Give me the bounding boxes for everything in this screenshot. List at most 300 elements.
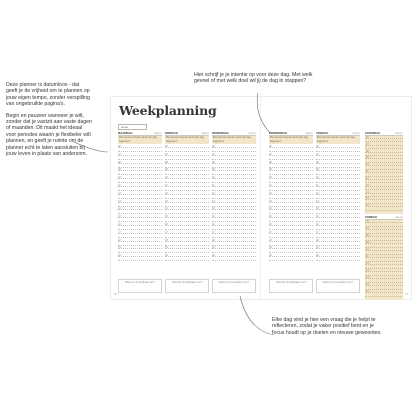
schedule-line[interactable] — [365, 264, 403, 265]
schedule-line[interactable] — [212, 229, 256, 230]
schedule-line[interactable] — [365, 196, 403, 197]
hour-label: 12 — [212, 191, 215, 195]
schedule-line[interactable] — [269, 152, 313, 156]
schedule-line[interactable] — [316, 198, 360, 199]
schedule-line[interactable] — [365, 142, 403, 146]
schedule-line[interactable] — [212, 159, 256, 160]
schedule-line[interactable] — [118, 191, 162, 195]
schedule-line[interactable] — [365, 176, 403, 180]
hour-label: 10 — [118, 176, 121, 180]
schedule-line[interactable] — [316, 245, 360, 246]
schedule-line[interactable] — [316, 256, 360, 257]
schedule-line[interactable] — [316, 190, 360, 191]
schedule-line[interactable] — [212, 213, 256, 214]
schedule-line[interactable] — [212, 147, 256, 148]
day-name: DONDERDAG — [269, 131, 288, 135]
schedule-line[interactable] — [316, 209, 360, 210]
hour-label: 17 — [118, 230, 121, 234]
arrow-bottom — [240, 296, 274, 335]
schedule-line[interactable] — [165, 170, 209, 171]
schedule-line[interactable] — [165, 160, 209, 164]
schedule-line[interactable] — [212, 151, 256, 152]
schedule-line[interactable] — [118, 225, 162, 226]
weekend-column — [365, 215, 403, 300]
schedule-line[interactable] — [269, 186, 313, 187]
schedule-line[interactable] — [365, 206, 403, 207]
schedule-line[interactable] — [269, 159, 313, 160]
week-field[interactable]: week — [118, 124, 147, 130]
schedule-line[interactable] — [165, 167, 209, 168]
hour-label: 09 — [366, 241, 369, 244]
schedule-line[interactable] — [165, 248, 209, 249]
schedule-line[interactable] — [316, 178, 360, 179]
hour-label: 08 — [316, 160, 319, 164]
hour-label: 11 — [366, 170, 369, 174]
schedule-line[interactable] — [316, 225, 360, 226]
hour-label: 18 — [165, 238, 168, 242]
hour-label: 16 — [366, 204, 369, 208]
schedule-line[interactable] — [316, 237, 360, 238]
schedule-line[interactable] — [269, 256, 313, 257]
schedule-line[interactable] — [365, 141, 403, 142]
schedule-line[interactable] — [165, 245, 209, 246]
hour-label: 09 — [269, 168, 272, 172]
schedule-line[interactable] — [118, 159, 162, 160]
schedule-lines[interactable] — [118, 144, 162, 262]
hour-label: 15 — [118, 215, 121, 219]
schedule-line[interactable] — [269, 160, 313, 164]
schedule-line[interactable] — [212, 225, 256, 226]
hour-label: 19 — [316, 246, 319, 250]
schedule-line[interactable] — [269, 217, 313, 218]
schedule-line[interactable] — [165, 229, 209, 230]
hour-label: 18 — [118, 238, 121, 242]
hour-label: 09 — [212, 168, 215, 172]
hour-label: 07 — [118, 152, 121, 156]
schedule-line[interactable] — [269, 199, 313, 203]
schedule-line[interactable] — [212, 221, 256, 222]
schedule-line[interactable] — [365, 289, 403, 290]
reflection-box[interactable]: Waar ben ik dankbaar voor? — [165, 279, 209, 293]
schedule-line[interactable] — [165, 237, 209, 238]
schedule-line[interactable] — [118, 151, 162, 152]
schedule-line[interactable] — [269, 229, 313, 230]
hour-label: 12 — [366, 262, 369, 265]
schedule-line[interactable] — [365, 176, 403, 177]
hour-label: 20 — [316, 254, 319, 258]
schedule-line[interactable] — [316, 182, 360, 183]
schedule-line[interactable] — [269, 170, 313, 171]
schedule-line[interactable] — [365, 261, 403, 262]
schedule-line[interactable] — [118, 245, 162, 246]
hour-label: 12 — [165, 191, 168, 195]
annotation-left-p2: Begin en pauzeer wanneer je wilt, zonder dat je vastzit aan vaste dagen of maanden. Dit maakt het ideaal voor periodes waarin je flexibeler wilt plannen, en geeft je ruimte om de planner echt te laten aansluiten bij jouw leven in plaats van andersom. — [6, 112, 92, 158]
hour-label: 10 — [212, 176, 215, 180]
schedule-line[interactable] — [212, 170, 256, 171]
schedule-line[interactable] — [212, 186, 256, 187]
schedule-line[interactable] — [212, 160, 256, 164]
schedule-line[interactable] — [212, 178, 256, 179]
schedule-line[interactable] — [316, 230, 360, 234]
day-name: MAANDAG — [118, 131, 133, 135]
schedule-line[interactable] — [365, 222, 403, 223]
schedule-line[interactable] — [365, 240, 403, 241]
schedule-line[interactable] — [212, 248, 256, 249]
hour-label: 10 — [366, 248, 369, 251]
schedule-line[interactable] — [365, 172, 403, 173]
schedule-line[interactable] — [118, 147, 162, 148]
schedule-line[interactable] — [365, 243, 403, 244]
annotation-left — [6, 82, 92, 162]
schedule-line[interactable] — [212, 237, 256, 238]
schedule-line[interactable] — [118, 199, 162, 203]
hour-label: 19 — [269, 246, 272, 250]
schedule-line[interactable] — [212, 252, 256, 253]
schedule-line[interactable] — [165, 151, 209, 152]
schedule-line[interactable] — [365, 226, 403, 227]
schedule-line[interactable] — [365, 271, 403, 272]
schedule-line[interactable] — [165, 159, 209, 160]
page-title: Weekplanning — [119, 103, 217, 118]
schedule-lines[interactable] — [165, 144, 209, 262]
schedule-line[interactable] — [365, 149, 403, 153]
hour-label: 19 — [118, 246, 121, 250]
schedule-line[interactable] — [365, 282, 403, 283]
schedule-line[interactable] — [316, 191, 360, 195]
schedule-line[interactable] — [269, 147, 313, 148]
schedule-line[interactable] — [316, 174, 360, 175]
day-name: WOENSDAG — [212, 131, 229, 135]
schedule-line[interactable] — [118, 152, 162, 156]
day-date[interactable]: datum — [395, 131, 403, 135]
schedule-line[interactable] — [365, 229, 403, 230]
schedule-line[interactable] — [165, 199, 209, 203]
schedule-line[interactable] — [365, 236, 403, 237]
hour-label: 16 — [212, 223, 215, 226]
schedule-line[interactable] — [316, 160, 360, 164]
schedule-line[interactable] — [165, 198, 209, 199]
day-date[interactable]: datum — [154, 131, 162, 135]
hour-label: 13 — [118, 199, 121, 203]
schedule-line[interactable] — [365, 296, 403, 297]
schedule-line[interactable] — [165, 217, 209, 218]
schedule-line[interactable] — [269, 206, 313, 207]
hour-label: 17 — [269, 230, 272, 234]
schedule-line[interactable] — [316, 152, 360, 156]
schedule-line[interactable] — [165, 221, 209, 222]
day-column — [165, 131, 209, 293]
schedule-line[interactable] — [365, 148, 403, 149]
schedule-line[interactable] — [365, 285, 403, 286]
schedule-line[interactable] — [316, 238, 360, 242]
schedule-line[interactable] — [165, 186, 209, 187]
schedule-line[interactable] — [118, 252, 162, 253]
schedule-line[interactable] — [212, 217, 256, 218]
day-name: ZONDAG — [365, 215, 378, 219]
schedule-line[interactable] — [165, 252, 209, 253]
reflection-box[interactable]: Waar ben ik dankbaar voor? — [269, 279, 313, 293]
hour-label: 15 — [316, 215, 319, 219]
schedule-line[interactable] — [269, 260, 313, 261]
planner-spread — [110, 96, 412, 300]
schedule-line[interactable] — [212, 238, 256, 242]
day-date[interactable]: datum — [201, 131, 209, 135]
schedule-line[interactable] — [118, 213, 162, 214]
schedule-line[interactable] — [269, 221, 313, 222]
schedule-line[interactable] — [365, 190, 403, 194]
schedule-line[interactable] — [212, 209, 256, 210]
day-name: VRIJDAG — [316, 131, 329, 135]
day-date[interactable]: datum — [352, 131, 360, 135]
schedule-line[interactable] — [316, 199, 360, 203]
reflection-box[interactable]: Waar ben ik dankbaar voor? — [212, 279, 256, 293]
schedule-line[interactable] — [269, 225, 313, 226]
schedule-line[interactable] — [165, 260, 209, 261]
schedule-line[interactable] — [118, 186, 162, 187]
intention-field[interactable]: Met wat voor intentie wil ik mijn dag beginnen? — [165, 136, 209, 144]
schedule-line[interactable] — [165, 213, 209, 214]
schedule-line[interactable] — [165, 174, 209, 175]
schedule-line[interactable] — [269, 237, 313, 238]
hour-label: 12 — [269, 191, 272, 195]
hour-label: 10 — [316, 176, 319, 180]
schedule-line[interactable] — [365, 189, 403, 190]
schedule-line[interactable] — [269, 151, 313, 152]
schedule-line[interactable] — [212, 174, 256, 175]
schedule-line[interactable] — [316, 186, 360, 187]
schedule-line[interactable] — [118, 209, 162, 210]
schedule-line[interactable] — [118, 190, 162, 191]
schedule-line[interactable] — [365, 138, 403, 139]
schedule-line[interactable] — [212, 191, 256, 195]
schedule-line[interactable] — [165, 190, 209, 191]
schedule-line[interactable] — [118, 221, 162, 222]
day-date[interactable]: datum — [395, 215, 403, 219]
intention-field[interactable]: Met wat voor intentie wil ik mijn dag beginnen? — [316, 136, 360, 144]
hour-label: 07 — [269, 152, 272, 156]
schedule-line[interactable] — [316, 159, 360, 160]
schedule-line[interactable] — [269, 230, 313, 234]
annotation-left-p1: Deze planner is datumloos - dat geeft je de vrijheid om te plannen op jouw eigen tempo, zonder verspilling van ongebruikte pagina's. — [6, 82, 90, 108]
schedule-line[interactable] — [316, 170, 360, 171]
hour-label: 09 — [316, 168, 319, 172]
schedule-line[interactable] — [118, 178, 162, 179]
schedule-line[interactable] — [365, 183, 403, 187]
schedule-line[interactable] — [118, 248, 162, 249]
hour-label: 16 — [366, 290, 369, 293]
schedule-line[interactable] — [165, 191, 209, 195]
page-number-left: 26 — [114, 293, 117, 296]
schedule-line[interactable] — [365, 268, 403, 269]
hour-label: 16 — [269, 223, 272, 226]
weekend-schedule[interactable] — [365, 220, 403, 300]
schedule-line[interactable] — [365, 182, 403, 183]
schedule-line[interactable] — [316, 147, 360, 148]
day-date[interactable]: datum — [305, 131, 313, 135]
schedule-line[interactable] — [269, 209, 313, 210]
schedule-line[interactable] — [212, 230, 256, 234]
schedule-line[interactable] — [269, 182, 313, 183]
hour-label: 08 — [165, 160, 168, 164]
schedule-line[interactable] — [365, 155, 403, 156]
schedule-line[interactable] — [316, 206, 360, 207]
schedule-lines[interactable] — [316, 144, 360, 262]
hour-label: 20 — [118, 254, 121, 258]
schedule-line[interactable] — [118, 237, 162, 238]
schedule-line[interactable] — [165, 238, 209, 242]
schedule-line[interactable] — [365, 165, 403, 166]
schedule-line[interactable] — [118, 217, 162, 218]
reflection-box[interactable]: Waar ben ik dankbaar voor? — [118, 279, 162, 293]
schedule-line[interactable] — [212, 182, 256, 183]
schedule-line[interactable] — [212, 199, 256, 203]
intention-field[interactable]: Met wat voor intentie wil ik mijn dag beginnen? — [118, 136, 162, 144]
schedule-line[interactable] — [269, 245, 313, 246]
schedule-line[interactable] — [269, 178, 313, 179]
schedule-line[interactable] — [269, 191, 313, 195]
schedule-line[interactable] — [365, 210, 403, 211]
schedule-line[interactable] — [118, 229, 162, 230]
schedule-line[interactable] — [269, 198, 313, 199]
schedule-line[interactable] — [365, 162, 403, 163]
schedule-line[interactable] — [365, 292, 403, 293]
schedule-line[interactable] — [118, 206, 162, 207]
schedule-lines[interactable] — [212, 144, 256, 262]
schedule-line[interactable] — [165, 178, 209, 179]
hour-label: 14 — [269, 207, 272, 211]
intention-field[interactable]: Met wat voor intentie wil ik mijn dag beginnen? — [212, 136, 256, 144]
hour-label: 10 — [269, 176, 272, 180]
hour-label: 17 — [212, 230, 215, 234]
schedule-line[interactable] — [365, 254, 403, 255]
day-name: ZATERDAG — [365, 131, 381, 135]
schedule-line[interactable] — [316, 252, 360, 253]
schedule-line[interactable] — [269, 248, 313, 249]
hour-label: 11 — [269, 184, 272, 187]
schedule-line[interactable] — [212, 198, 256, 199]
hour-label: 15 — [366, 283, 369, 286]
hour-label: 11 — [366, 255, 369, 258]
schedule-line[interactable] — [165, 225, 209, 226]
intention-field[interactable]: Met wat voor intentie wil ik mijn dag beginnen? — [269, 136, 313, 144]
schedule-line[interactable] — [365, 199, 403, 200]
hour-label: 15 — [212, 215, 215, 219]
schedule-line[interactable] — [165, 256, 209, 257]
schedule-line[interactable] — [269, 174, 313, 175]
hour-label: 08 — [212, 160, 215, 164]
schedule-line[interactable] — [165, 152, 209, 156]
hour-label: 14 — [165, 207, 168, 211]
schedule-line[interactable] — [165, 206, 209, 207]
hour-label: 18 — [316, 238, 319, 242]
schedule-line[interactable] — [269, 238, 313, 242]
day-date[interactable]: datum — [248, 131, 256, 135]
schedule-line[interactable] — [212, 245, 256, 246]
schedule-line[interactable] — [316, 229, 360, 230]
schedule-line[interactable] — [316, 217, 360, 218]
weekend-schedule[interactable] — [365, 136, 403, 214]
schedule-line[interactable] — [316, 221, 360, 222]
schedule-line[interactable] — [269, 167, 313, 168]
schedule-line[interactable] — [118, 260, 162, 261]
hour-label: 16 — [118, 223, 121, 226]
schedule-line[interactable] — [212, 190, 256, 191]
schedule-line[interactable] — [165, 209, 209, 210]
hour-label: 13 — [269, 199, 272, 203]
schedule-line[interactable] — [269, 213, 313, 214]
schedule-line[interactable] — [365, 275, 403, 276]
schedule-line[interactable] — [365, 158, 403, 159]
hour-label: 20 — [212, 254, 215, 258]
annotation-bottom: Elke dag vind je hier een vraag die je helpt te reflecteren, zodat je vaker positief bent en je focus houdt op je doelen en nieuwe gewoontes. — [272, 317, 382, 336]
hour-label: 06 — [269, 145, 272, 148]
schedule-line[interactable] — [365, 247, 403, 248]
schedule-line[interactable] — [365, 233, 403, 234]
schedule-line[interactable] — [365, 203, 403, 204]
schedule-line[interactable] — [365, 257, 403, 258]
reflection-box[interactable]: Waar ben ik dankbaar voor? — [316, 279, 360, 293]
hour-label: 11 — [316, 184, 319, 187]
schedule-line[interactable] — [118, 160, 162, 164]
schedule-line[interactable] — [212, 167, 256, 168]
schedule-line[interactable] — [316, 248, 360, 249]
hour-label: 19 — [165, 246, 168, 250]
schedule-line[interactable] — [118, 198, 162, 199]
schedule-line[interactable] — [118, 182, 162, 183]
schedule-line[interactable] — [165, 230, 209, 234]
hour-label: 18 — [269, 238, 272, 242]
hour-label: 09 — [118, 168, 121, 172]
schedule-line[interactable] — [118, 167, 162, 168]
hour-label: 15 — [165, 215, 168, 219]
schedule-line[interactable] — [316, 151, 360, 152]
schedule-line[interactable] — [365, 169, 403, 170]
hour-label: 06 — [118, 145, 121, 148]
schedule-line[interactable] — [316, 260, 360, 261]
day-column — [316, 131, 360, 293]
schedule-line[interactable] — [269, 252, 313, 253]
schedule-line[interactable] — [212, 206, 256, 207]
schedule-line[interactable] — [118, 170, 162, 171]
schedule-line[interactable] — [365, 250, 403, 251]
schedule-line[interactable] — [118, 256, 162, 257]
hour-label: 11 — [118, 184, 121, 187]
schedule-line[interactable] — [212, 260, 256, 261]
schedule-line[interactable] — [118, 174, 162, 175]
schedule-line[interactable] — [316, 213, 360, 214]
hour-label: 14 — [366, 190, 369, 194]
schedule-line[interactable] — [118, 230, 162, 234]
schedule-line[interactable] — [118, 238, 162, 242]
schedule-line[interactable] — [212, 256, 256, 257]
annotation-top: Hier schrijf je je intentie op voor deze dag. Met welk gevoel of met welk doel wil jij de dag in stappen? — [194, 72, 313, 85]
hour-label: 14 — [118, 207, 121, 211]
hour-label: 14 — [212, 207, 215, 211]
hour-label: 11 — [165, 184, 168, 187]
schedule-line[interactable] — [316, 167, 360, 168]
schedule-line[interactable] — [365, 278, 403, 279]
hour-label: 17 — [316, 230, 319, 234]
schedule-line[interactable] — [212, 152, 256, 156]
hour-label: 12 — [118, 191, 121, 195]
schedule-line[interactable] — [165, 147, 209, 148]
schedule-line[interactable] — [165, 182, 209, 183]
hour-label: 18 — [212, 238, 215, 242]
hour-label: 14 — [316, 207, 319, 211]
hour-label: 14 — [366, 276, 369, 279]
schedule-lines[interactable] — [269, 144, 313, 262]
schedule-line[interactable] — [269, 190, 313, 191]
